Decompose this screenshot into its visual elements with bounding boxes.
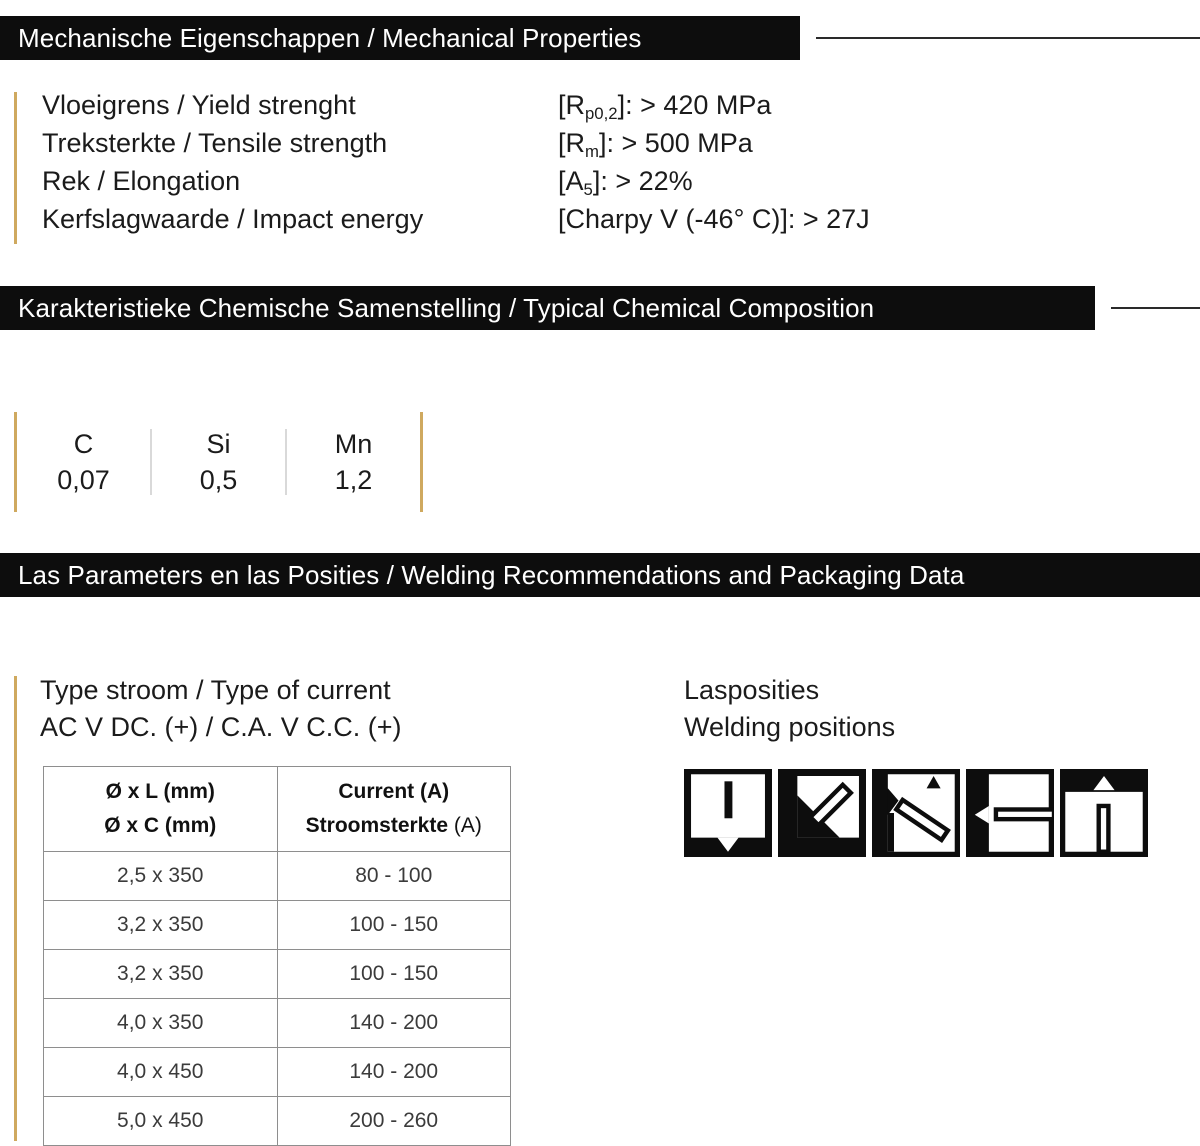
section-title-mechanical: Mechanische Eigenschappen / Mechanical Properties [18, 22, 642, 53]
table-row [44, 1097, 511, 1146]
property-label: Treksterkte / Tensile strength [42, 128, 388, 158]
table-header-row-2 [44, 809, 511, 852]
section-header-mechanical-properties [0, 16, 1200, 60]
column-header-current-nl [277, 809, 511, 852]
cell-size: 4,0 x 350 [44, 999, 278, 1048]
table-header-row-1 [44, 767, 511, 810]
chemical-composition-table [14, 412, 423, 512]
current-type-line-2: AC V DC. (+) / C.A. V C.C. (+) [40, 712, 402, 742]
property-value: $[A_5]$: > 22% [558, 166, 693, 200]
cell-size: 3,2 x 350 [44, 950, 278, 999]
property-subscript: m [585, 142, 599, 162]
property-value: [Charpy V (-46° C)]: > 27J [558, 204, 870, 234]
cell-current: 140 - 200 [277, 999, 511, 1048]
current-parameters-table [43, 766, 511, 1146]
chem-element-symbol: C [73, 428, 94, 459]
column-header-diameter-length-nl: Ø x C (mm) [44, 809, 278, 852]
property-value-rest: ]: > 500 MPa [598, 128, 753, 158]
welding-positions-title-nl: Lasposities [684, 675, 820, 705]
cell-size: 4,0 x 450 [44, 1048, 278, 1097]
column-header-current: Current (A) [277, 767, 511, 810]
section-header-bar [0, 553, 1200, 597]
chem-element-value: 0,5 [199, 465, 238, 495]
position-vertical-up-pf-icon [872, 769, 960, 857]
accent-rule-welding [14, 676, 17, 1141]
property-value: $[R_m]$: > 500 MPa [558, 128, 753, 162]
property-row [42, 204, 942, 242]
section-title-chemical: Karakteristieke Chemische Samenstelling / Typical Chemical Composition [18, 292, 875, 323]
welding-position-icon-row [684, 769, 1148, 857]
section-header-chemical-composition [0, 286, 1200, 330]
column-header-current-nl-unit: (A) [448, 814, 482, 837]
property-subscript: 5 [583, 180, 593, 200]
property-value-rest: ]: > 22% [592, 166, 693, 196]
current-type-line-1: Type stroom / Type of current [40, 675, 391, 705]
table-body [44, 852, 511, 1146]
cell-current: 80 - 100 [277, 852, 511, 901]
welding-positions-block [684, 672, 1148, 857]
cell-current: 100 - 150 [277, 950, 511, 999]
section-header-bar [0, 286, 1095, 330]
property-value: $[R_{p0,2}]$: > 420 MPa [558, 90, 772, 124]
property-label: Vloeigrens / Yield strenght [42, 90, 356, 120]
chem-cell-c [17, 412, 150, 512]
cell-size: 2,5 x 350 [44, 852, 278, 901]
property-subscript: p0,2 [585, 104, 618, 124]
table-row [44, 901, 511, 950]
cell-current: 140 - 200 [277, 1048, 511, 1097]
cell-size: 5,0 x 450 [44, 1097, 278, 1146]
position-flat-pa-icon [684, 769, 772, 857]
position-horizontal-vertical-pb-icon [778, 769, 866, 857]
section-header-bar [0, 16, 800, 60]
table-row [44, 950, 511, 999]
chem-cell-mn [287, 412, 420, 512]
section-header-welding-recommendations [0, 553, 1200, 597]
section-title-welding: Las Parameters en las Posities / Welding Recommendations and Packaging Data [18, 559, 965, 590]
property-row [42, 90, 942, 128]
table-header [44, 767, 511, 852]
table-row [44, 999, 511, 1048]
position-overhead-pe-icon [1060, 769, 1148, 857]
cell-current: 200 - 260 [277, 1097, 511, 1146]
section-header-rule [1111, 307, 1200, 309]
property-row [42, 128, 942, 166]
section-header-rule [816, 37, 1200, 39]
chem-element-symbol: Si [206, 428, 231, 459]
mechanical-properties-list [42, 90, 942, 242]
table-row [44, 1048, 511, 1097]
chem-element-value: 0,07 [57, 465, 110, 495]
chem-accent-rule-right [420, 412, 423, 512]
property-value-rest: ]: > 420 MPa [617, 90, 772, 120]
current-type-block [40, 672, 660, 746]
cell-size: 3,2 x 350 [44, 901, 278, 950]
table-row [44, 852, 511, 901]
column-header-current-nl-bold: Stroomsterkte [305, 814, 449, 837]
accent-rule-mechanical [14, 92, 17, 244]
welding-positions-title-en: Welding positions [684, 712, 896, 742]
chem-element-value: 1,2 [334, 465, 373, 495]
chem-element-symbol: Mn [334, 428, 373, 459]
chem-cell-si [152, 412, 285, 512]
property-row [42, 166, 942, 204]
property-label: Rek / Elongation [42, 166, 241, 196]
cell-current: 100 - 150 [277, 901, 511, 950]
property-label: Kerfslagwaarde / Impact energy [42, 204, 424, 234]
position-horizontal-pc-icon [966, 769, 1054, 857]
column-header-diameter-length: Ø x L (mm) [44, 767, 278, 810]
